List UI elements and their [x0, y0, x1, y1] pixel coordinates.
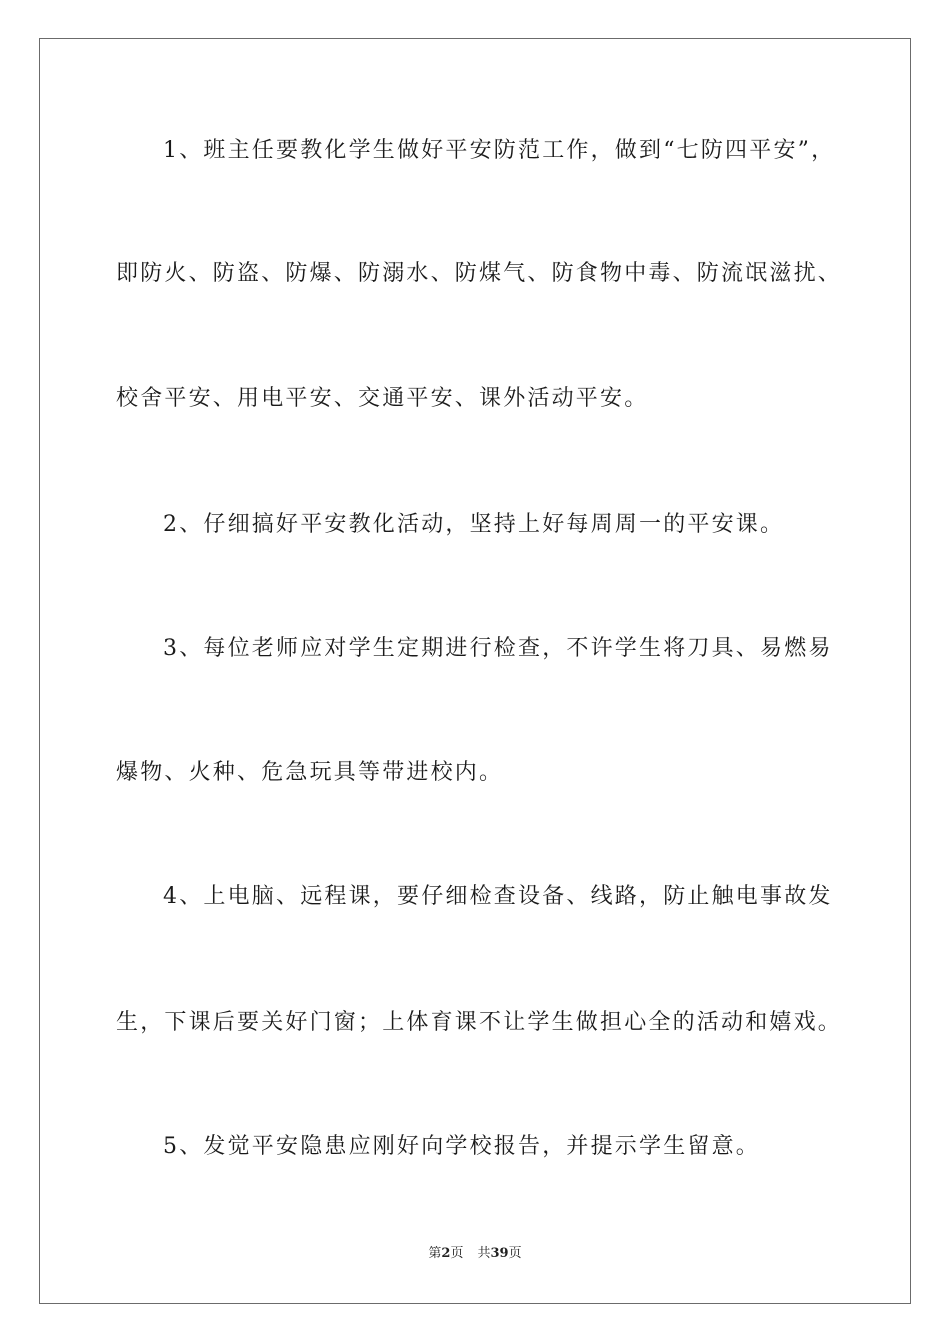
page-number: 2: [441, 1246, 451, 1261]
page-border: [39, 38, 911, 1304]
paragraph-3-line-2: 爆物、火种、危急玩具等带进校内。: [116, 760, 504, 785]
paragraph-3-line-1: 3、每位老师应对学生定期进行检查，不许学生将刀具、易燃易: [163, 636, 833, 661]
page-number-suffix: 页: [450, 1246, 464, 1261]
total-pages: 39: [490, 1246, 509, 1261]
paragraph-1-line-2: 即防火、防盗、防爆、防溺水、防煤气、防食物中毒、防流氓滋扰、: [116, 261, 843, 286]
total-pages-suffix: 页: [508, 1246, 522, 1261]
paragraph-1-line-3: 校舍平安、用电平安、交通平安、课外活动平安。: [116, 386, 649, 411]
page-number-prefix: 第: [428, 1246, 442, 1261]
paragraph-2-line-1: 2、仔细搞好平安教化活动，坚持上好每周周一的平安课。: [163, 512, 785, 537]
paragraph-1-line-1: 1、班主任要教化学生做好平安防范工作，做到“七防四平安”，: [163, 138, 836, 163]
paragraph-4-line-2: 生，下课后要关好门窗；上体育课不让学生做担心全的活动和嬉戏。: [116, 1010, 843, 1035]
page-footer: [0, 1244, 950, 1264]
paragraph-5-line-1: 5、发觉平安隐患应刚好向学校报告，并提示学生留意。: [163, 1134, 760, 1159]
total-pages-prefix: 共: [477, 1246, 491, 1261]
paragraph-4-line-1: 4、上电脑、远程课，要仔细检查设备、线路，防止触电事故发: [163, 884, 833, 909]
